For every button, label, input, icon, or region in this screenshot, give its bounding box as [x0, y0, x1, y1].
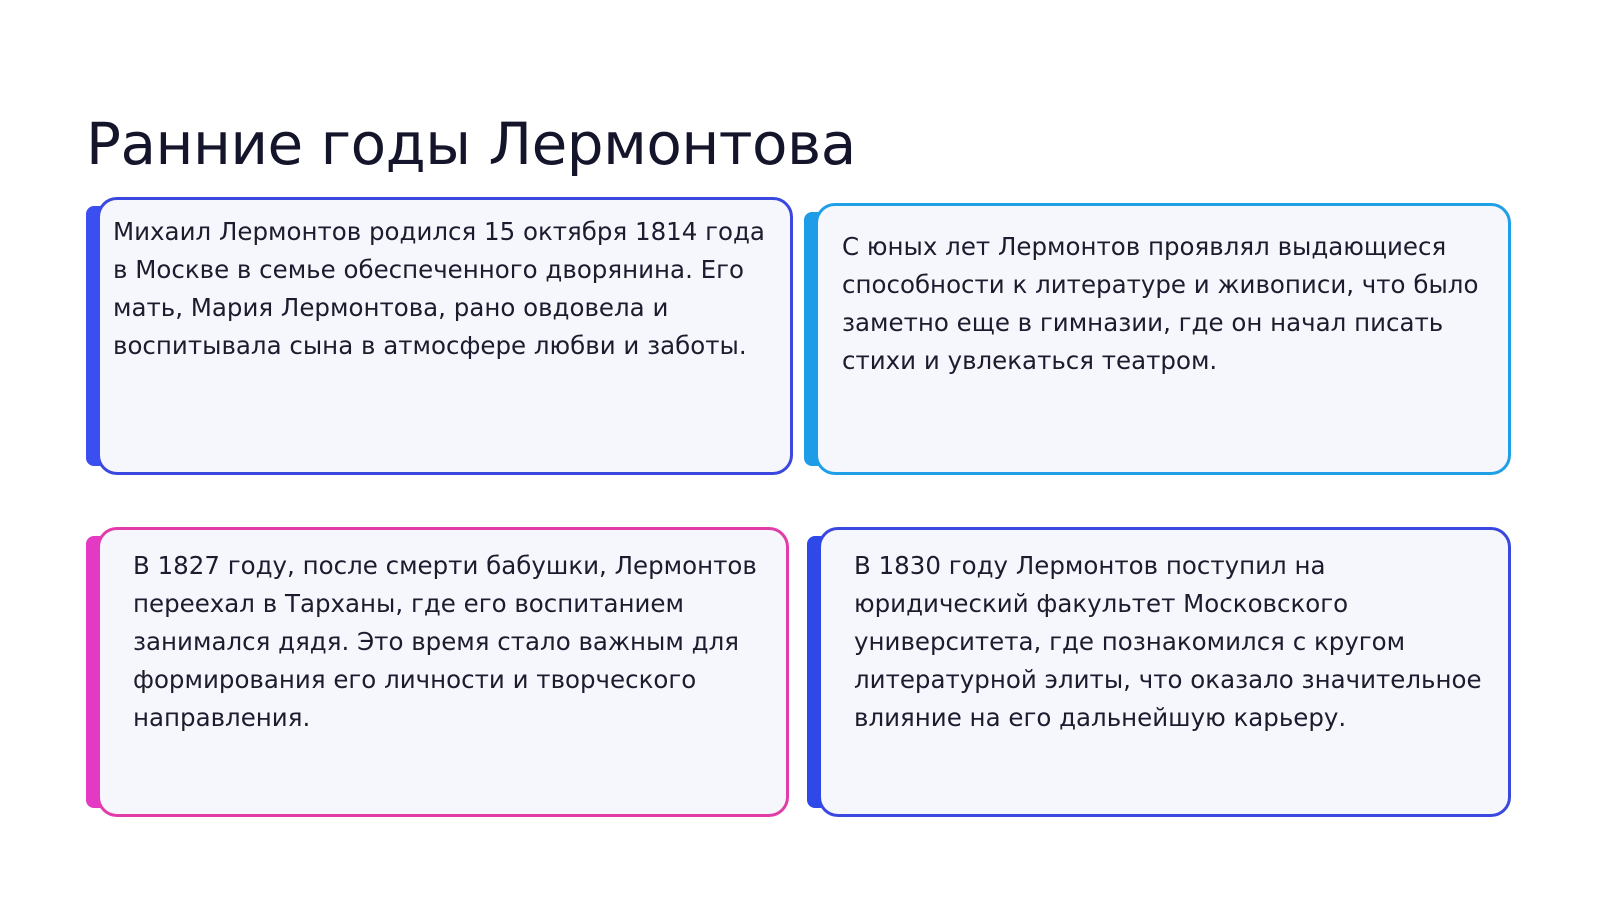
- card-accent-bar: [86, 536, 100, 808]
- card-text: В 1830 году Лермонтов поступил на юридический факультет Московского университета, где познакомился с кругом литературной элиты, что оказало значительное влияние на его дальнейшую карьеру.: [854, 551, 1482, 732]
- card-accent-bar: [804, 212, 818, 466]
- card-accent-bar: [86, 206, 100, 466]
- info-card-birth: [97, 197, 793, 475]
- page-title: Ранние годы Лермонтова: [86, 110, 856, 178]
- card-text: Михаил Лермонтов родился 15 октября 1814 года в Москве в семье обеспеченного дворянина. Его мать, Мария Лермонтова, рано овдовела и воспитывала сына в атмосфере любви и заботы.: [113, 217, 765, 360]
- info-card-talents: [815, 203, 1511, 475]
- info-card-tarkhany: [97, 527, 789, 817]
- card-accent-bar: [807, 536, 821, 808]
- card-text: В 1827 году, после смерти бабушки, Лермонтов переехал в Тарханы, где его воспитанием занимался дядя. Это время стало важным для формирования его личности и творческого направления.: [133, 551, 757, 732]
- card-text: С юных лет Лермонтов проявлял выдающиеся способности к литературе и живописи, что было заметно еще в гимназии, где он начал писать стихи и увлекаться театром.: [842, 232, 1479, 375]
- info-card-university: [818, 527, 1511, 817]
